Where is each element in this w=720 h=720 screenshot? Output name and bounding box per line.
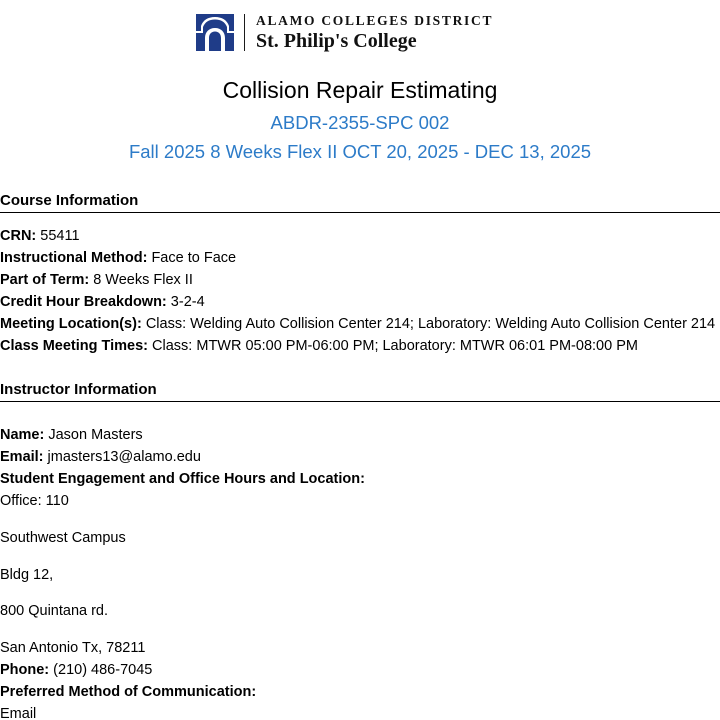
office-hours-label: Student Engagement and Office Hours and Location: <box>0 471 365 487</box>
preferred-communication-label: Preferred Method of Communication: <box>0 684 257 700</box>
instructor-name-row <box>0 426 143 444</box>
meeting-location-label: Meeting Location(s): <box>0 316 142 332</box>
course-title: Collision Repair Estimating <box>222 77 498 103</box>
college-logo <box>196 12 493 52</box>
meeting-times-row <box>0 337 638 355</box>
instructor-email-value[interactable]: jmasters13@alamo.edu <box>47 449 201 465</box>
phone-value: (210) 486-7045 <box>53 662 153 678</box>
part-of-term-label: Part of Term: <box>0 272 90 288</box>
office-hours-row <box>0 470 365 488</box>
meeting-location-row <box>0 315 715 333</box>
office-line: 800 Quintana rd. <box>0 603 109 619</box>
logo-divider <box>244 14 245 51</box>
crn-value: 55411 <box>40 228 80 244</box>
part-of-term-row <box>0 271 193 289</box>
instructional-method-value: Face to Face <box>151 250 237 266</box>
preferred-communication-row <box>0 683 256 701</box>
credit-hour-value: 3-2-4 <box>170 294 205 310</box>
alamo-arch-icon <box>196 14 234 51</box>
instructor-name-value: Jason Masters <box>48 427 143 443</box>
instructor-email-label: Email: <box>0 449 44 465</box>
credit-hour-row <box>0 293 205 311</box>
college-name: St. Philip's College <box>256 29 417 52</box>
crn-label: CRN: <box>0 228 37 244</box>
instructor-name-label: Name: <box>0 427 45 443</box>
credit-hour-label: Credit Hour Breakdown: <box>0 294 167 310</box>
office-line: Office: 110 <box>0 493 69 509</box>
meeting-times-label: Class Meeting Times: <box>0 338 149 354</box>
course-code: ABDR-2355-SPC 002 <box>270 112 450 133</box>
logo-text <box>256 13 493 51</box>
instructor-info-heading: Instructor Information <box>0 381 720 402</box>
office-line: Bldg 12, <box>0 567 54 583</box>
office-line: Southwest Campus <box>0 530 126 546</box>
crn-row <box>0 227 80 245</box>
phone-row <box>0 661 152 679</box>
instructor-email-row <box>0 448 201 466</box>
meeting-location-value: Class: Welding Auto Collision Center 214; Laboratory: Welding Auto Collision Center 214 <box>145 316 716 332</box>
preferred-communication-value: Email <box>0 706 37 720</box>
part-of-term-value: 8 Weeks Flex II <box>93 272 193 288</box>
course-info-heading: Course Information <box>0 192 720 213</box>
meeting-times-value: Class: MTWR 05:00 PM-06:00 PM; Laboratory: MTWR 06:01 PM-08:00 PM <box>152 338 638 354</box>
instructional-method-label: Instructional Method: <box>0 250 148 266</box>
district-name: ALAMO COLLEGES DISTRICT <box>256 13 494 29</box>
office-line: San Antonio Tx, 78211 <box>0 640 146 656</box>
phone-label: Phone: <box>0 662 50 678</box>
instructional-method-row <box>0 249 236 267</box>
course-term: Fall 2025 8 Weeks Flex II OCT 20, 2025 - DEC 13, 2025 <box>128 141 592 162</box>
